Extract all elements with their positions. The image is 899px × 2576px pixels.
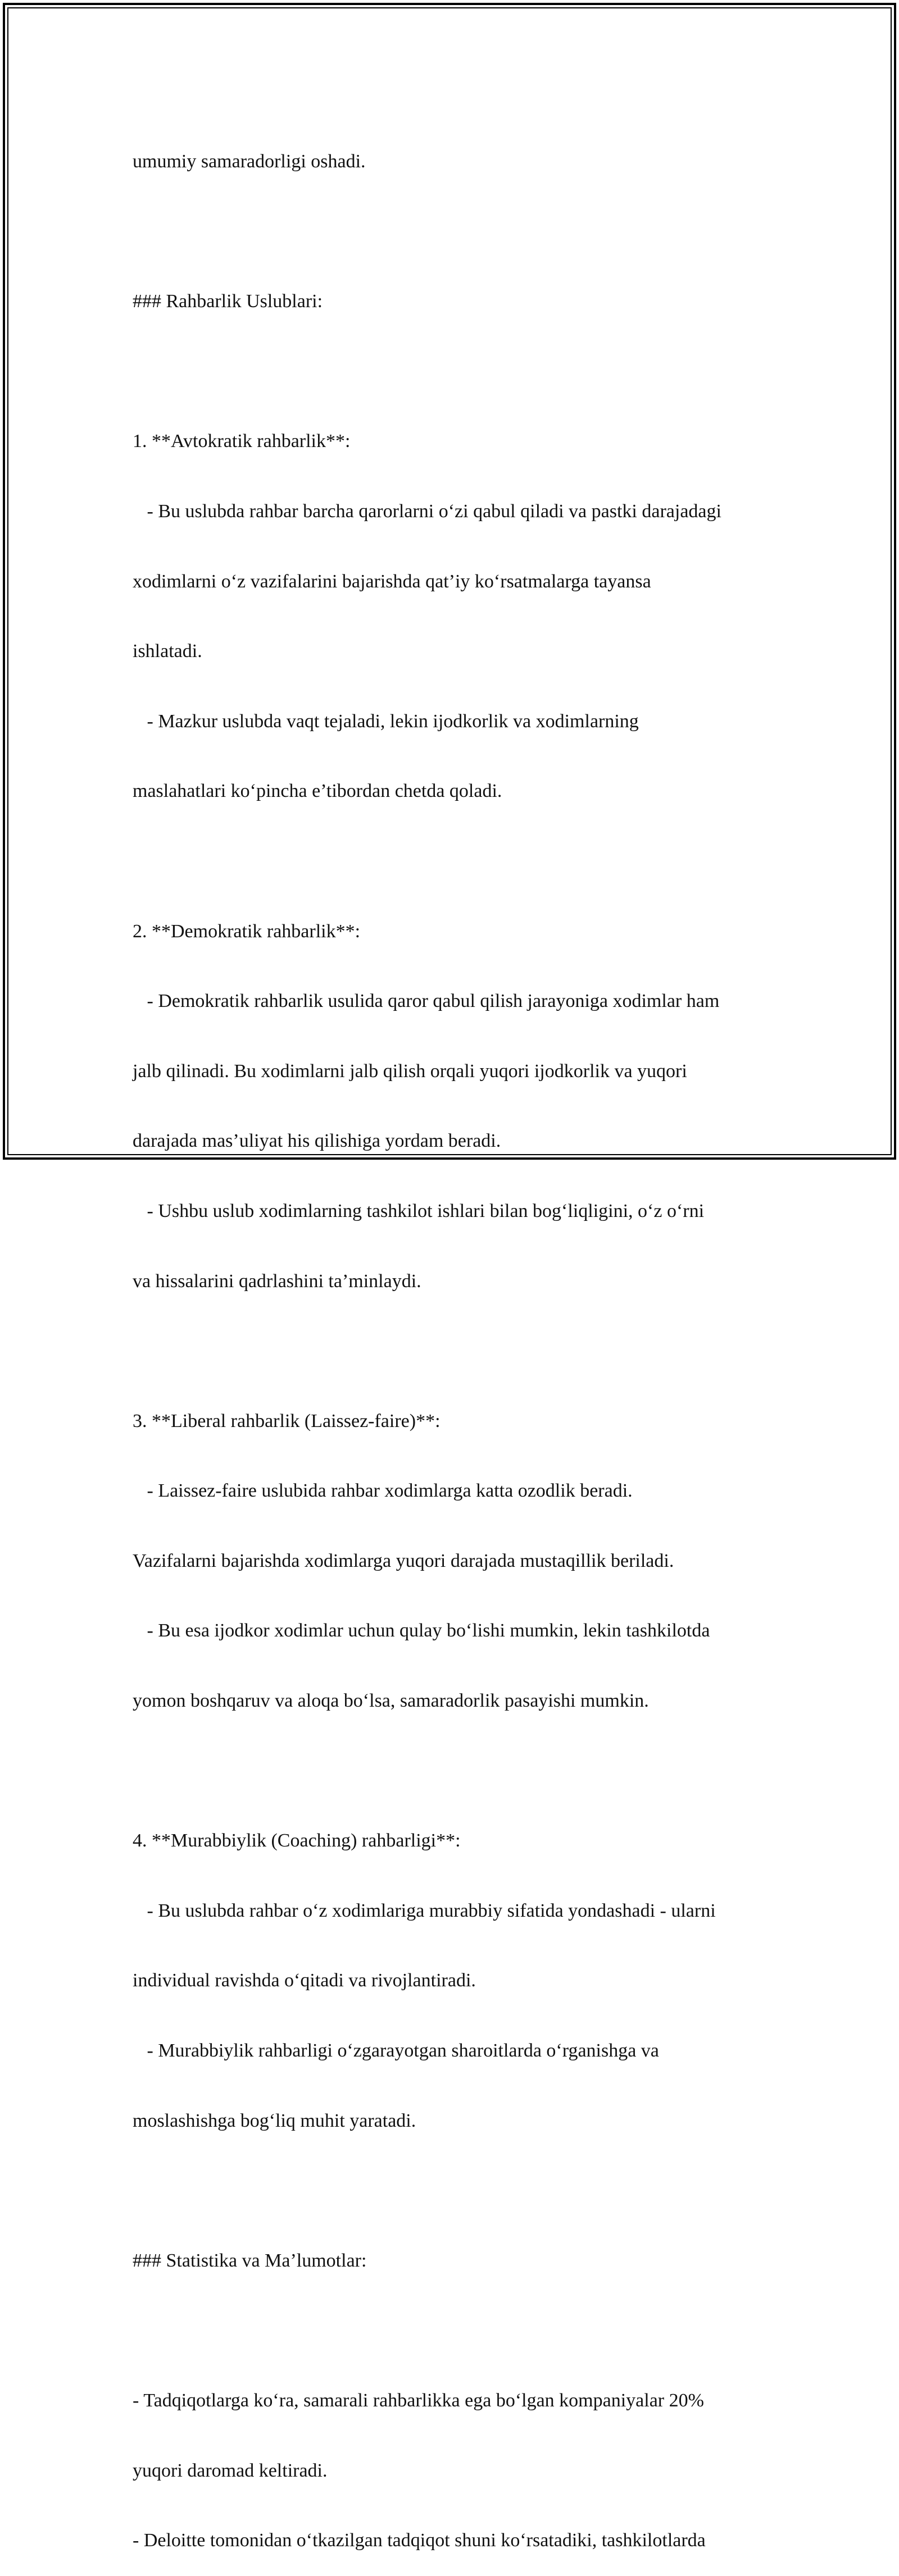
section-heading: ### Rahbarlik Uslublari: <box>133 291 323 312</box>
list-item-heading: 2. **Demokratik rahbarlik**: <box>133 920 361 942</box>
text-line: - Tadqiqotlarga ko‘ra, samarali rahbarlikka ega bo‘lgan kompaniyalar 20% <box>133 2390 704 2411</box>
blank-line <box>133 1338 784 1365</box>
text-line: Vazifalarni bajarishda xodimlarga yuqori darajada mustaqillik beriladi. <box>133 1550 674 1571</box>
blank-line <box>133 358 784 386</box>
text-line: darajada mas’uliyat his qilishiga yordam beradi. <box>133 1130 501 1152</box>
text-line: moslashishga bog‘liq muhit yaratadi. <box>133 2110 416 2131</box>
list-item-heading: 4. **Murabbiylik (Coaching) rahbarligi**: <box>133 1830 461 1852</box>
blank-line <box>133 2317 784 2345</box>
text-line: - Murabbiylik rahbarligi o‘zgarayotgan sharoitlarda o‘rganishga va <box>133 2040 659 2062</box>
document-body <box>133 106 784 2576</box>
blank-line <box>133 218 784 246</box>
text-line: yomon boshqaruv va aloqa bo‘lsa, samaradorlik pasayishi mumkin. <box>133 1690 649 1712</box>
list-item-heading: 3. **Liberal rahbarlik (Laissez-faire)**: <box>133 1410 441 1431</box>
text-line: va hissalarini qadrlashini ta’minlaydi. <box>133 1270 421 1292</box>
text-line: - Deloitte tomonidan o‘tkazilgan tadqiqot shuni ko‘rsatadiki, tashkilotlarda <box>133 2530 706 2551</box>
blank-line <box>133 2177 784 2205</box>
text-line: - Bu uslubda rahbar o‘z xodimlariga murabbiy sifatida yondashadi - ularni <box>133 1900 716 1921</box>
blank-line <box>133 848 784 876</box>
text-line: jalb qilinadi. Bu xodimlarni jalb qilish orqali yuqori ijodkorlik va yuqori <box>133 1060 687 1082</box>
text-line: - Mazkur uslubda vaqt tejaladi, lekin ijodkorlik va xodimlarning <box>133 710 639 732</box>
text-line: - Laissez-faire uslubida rahbar xodimlarga katta ozodlik beradi. <box>133 1480 633 1502</box>
text-line: - Ushbu uslub xodimlarning tashkilot ishlari bilan bog‘liqligini, o‘z o‘rni <box>133 1200 705 1221</box>
section-heading: ### Statistika va Ma’lumotlar: <box>133 2250 367 2271</box>
text-line: - Bu uslubda rahbar barcha qarorlarni o‘zi qabul qiladi va pastki darajadagi <box>133 500 721 522</box>
text-line: yuqori daromad keltiradi. <box>133 2460 328 2481</box>
text-line: - Bu esa ijodkor xodimlar uchun qulay bo‘lishi mumkin, lekin tashkilotda <box>133 1620 710 1642</box>
text-line: xodimlarni o‘z vazifalarini bajarishda qat’iy ko‘rsatmalarga tayansa <box>133 571 651 592</box>
text-line: ishlatadi. <box>133 641 202 662</box>
text-line: individual ravishda o‘qitadi va rivojlantiradi. <box>133 1970 476 1991</box>
text-line: umumiy samaradorligi oshadi. <box>133 151 366 172</box>
text-line: maslahatlari ko‘pincha e’tibordan chetda qoladi. <box>133 781 502 802</box>
list-item-heading: 1. **Avtokratik rahbarlik**: <box>133 431 351 452</box>
text-line: - Demokratik rahbarlik usulida qaror qabul qilish jarayoniga xodimlar ham <box>133 991 720 1012</box>
blank-line <box>133 1758 784 1785</box>
